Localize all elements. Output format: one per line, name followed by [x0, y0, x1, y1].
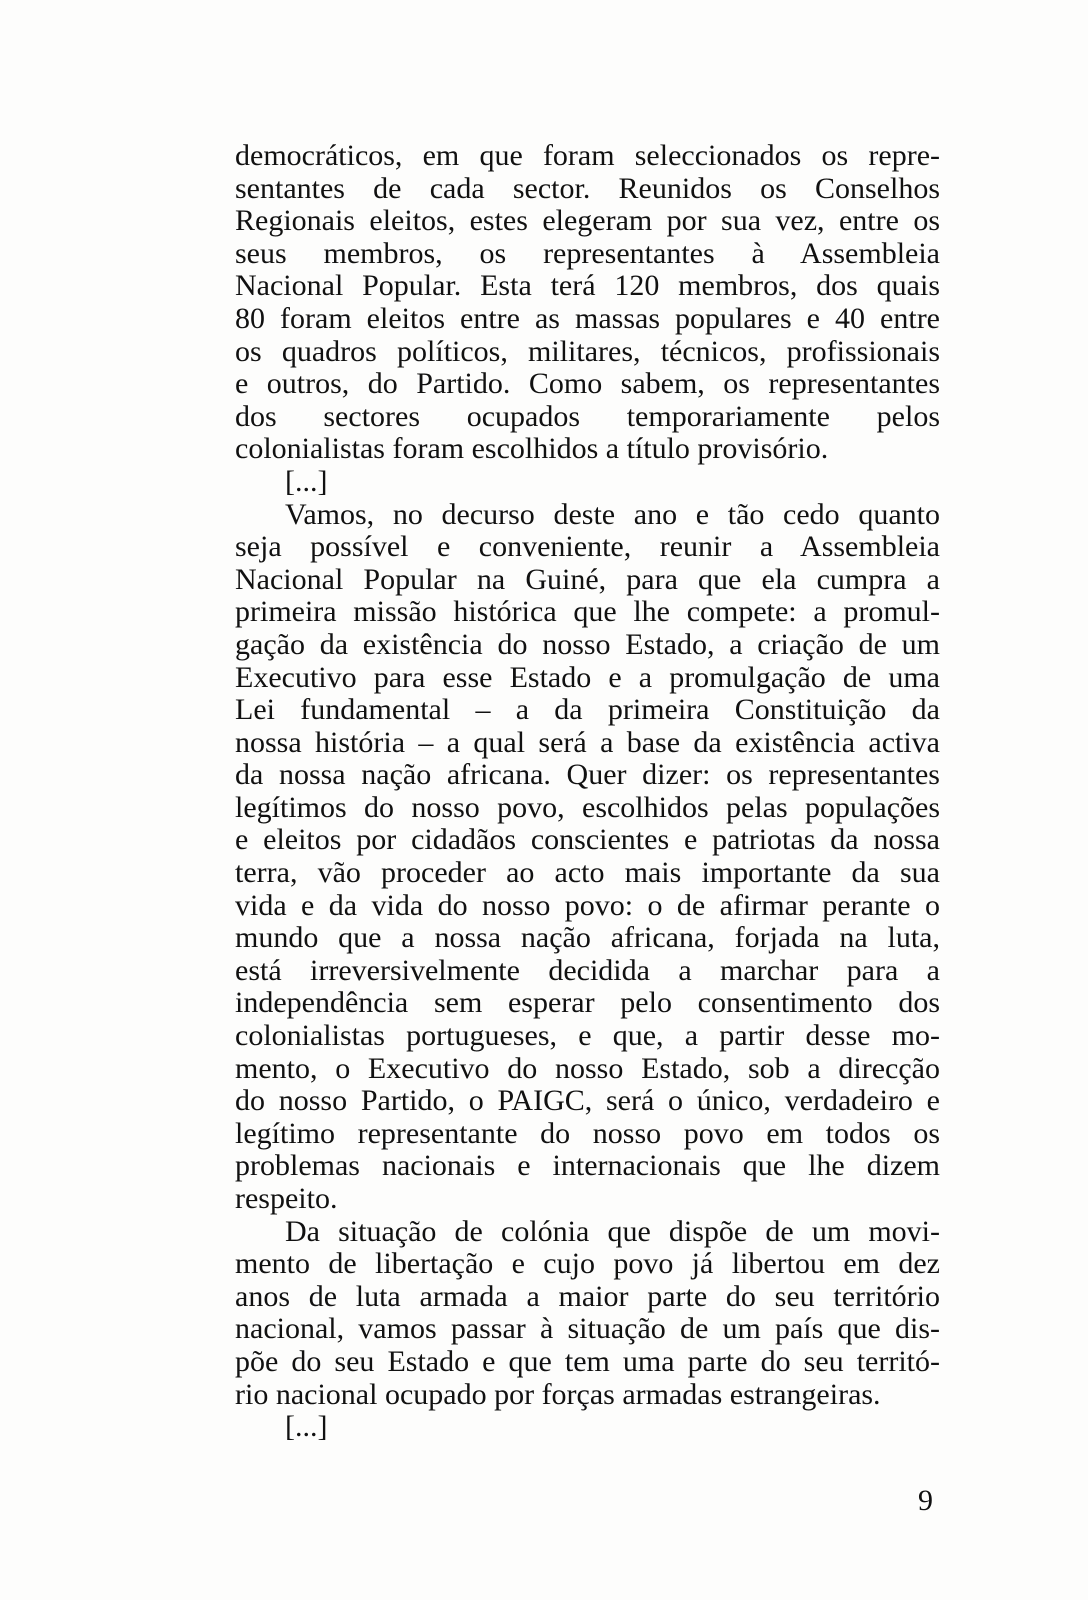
- text-line: gação da existência do nosso Estado, a criação de um: [235, 628, 940, 661]
- page-number: 9: [918, 1484, 933, 1517]
- text-line: mento de libertação e cujo povo já libertou em dez: [235, 1248, 940, 1281]
- text-line: rio nacional ocupado por forças armadas estrangeiras.: [235, 1377, 881, 1411]
- text-line: Vamos, no decurso deste ano e tão cedo quanto: [285, 498, 940, 531]
- text-line: Nacional Popular. Esta terá 120 membros, dos quais: [235, 270, 940, 303]
- ellipsis-marker: [...]: [285, 1410, 328, 1444]
- text-line: terra, vão proceder ao acto mais importante da sua: [235, 857, 940, 890]
- text-line: legítimo representante do nosso povo em todos os: [235, 1117, 940, 1150]
- text-line: colonialistas foram escolhidos a título provisório.: [235, 432, 829, 466]
- text-line: legítimos do nosso povo, escolhidos pelas populações: [235, 791, 940, 824]
- text-line: seus membros, os representantes à Assembleia: [235, 237, 940, 270]
- text-line: Lei fundamental – a da primeira Constituição da: [235, 694, 940, 727]
- text-line: seja possível e conveniente, reunir a Assembleia: [235, 531, 940, 564]
- text-line: os quadros políticos, militares, técnicos, profissionais: [235, 335, 940, 368]
- text-line: sentantes de cada sector. Reunidos os Conselhos: [235, 172, 940, 205]
- text-line: Da situação de colónia que dispõe de um movi-: [285, 1215, 940, 1248]
- text-line: e outros, do Partido. Como sabem, os representantes: [235, 368, 940, 401]
- text-line: democráticos, em que foram seleccionados os repre-: [235, 140, 940, 172]
- text-line: põe do seu Estado e que tem uma parte do seu territó-: [235, 1345, 940, 1378]
- text-line: independência sem esperar pelo consentimento dos: [235, 987, 940, 1020]
- text-line: vida e da vida do nosso povo: o de afirmar perante o: [235, 889, 940, 922]
- text-line: Regionais eleitos, estes elegeram por sua vez, entre os: [235, 205, 940, 238]
- text-line: anos de luta armada a maior parte do seu território: [235, 1280, 940, 1313]
- text-line: está irreversivelmente decidida a marchar para a: [235, 954, 940, 987]
- text-line: do nosso Partido, o PAIGC, será o único, verdadeiro e: [235, 1085, 940, 1118]
- text-line: primeira missão histórica que lhe compete: a promul-: [235, 596, 940, 629]
- text-line: dos sectores ocupados temporariamente pelos: [235, 400, 940, 433]
- text-line: da nossa nação africana. Quer dizer: os representantes: [235, 759, 940, 792]
- text-line: nossa história – a qual será a base da existência activa: [235, 726, 940, 759]
- text-line: Executivo para esse Estado e a promulgação de uma: [235, 661, 940, 694]
- text-line: 80 foram eleitos entre as massas populares e 40 entre: [235, 302, 940, 335]
- text-line: respeito.: [235, 1182, 338, 1215]
- body-text: [235, 140, 940, 1444]
- ellipsis-marker: [...]: [285, 464, 328, 498]
- text-line: nacional, vamos passar à situação de um país que dis-: [235, 1313, 940, 1346]
- paragraph-3: [235, 1216, 940, 1412]
- text-line: Nacional Popular na Guiné, para que ela cumpra a: [235, 563, 940, 596]
- text-line: problemas nacionais e internacionais que lhe dizem: [235, 1150, 940, 1183]
- text-line: mundo que a nossa nação africana, forjada na luta,: [235, 922, 940, 955]
- text-line: colonialistas portugueses, e que, a partir desse mo-: [235, 1020, 940, 1053]
- paragraph-2: [235, 499, 940, 1216]
- text-line: e eleitos por cidadãos conscientes e patriotas da nossa: [235, 824, 940, 857]
- text-line: mento, o Executivo do nosso Estado, sob a direcção: [235, 1052, 940, 1085]
- paragraph-1: [235, 140, 940, 466]
